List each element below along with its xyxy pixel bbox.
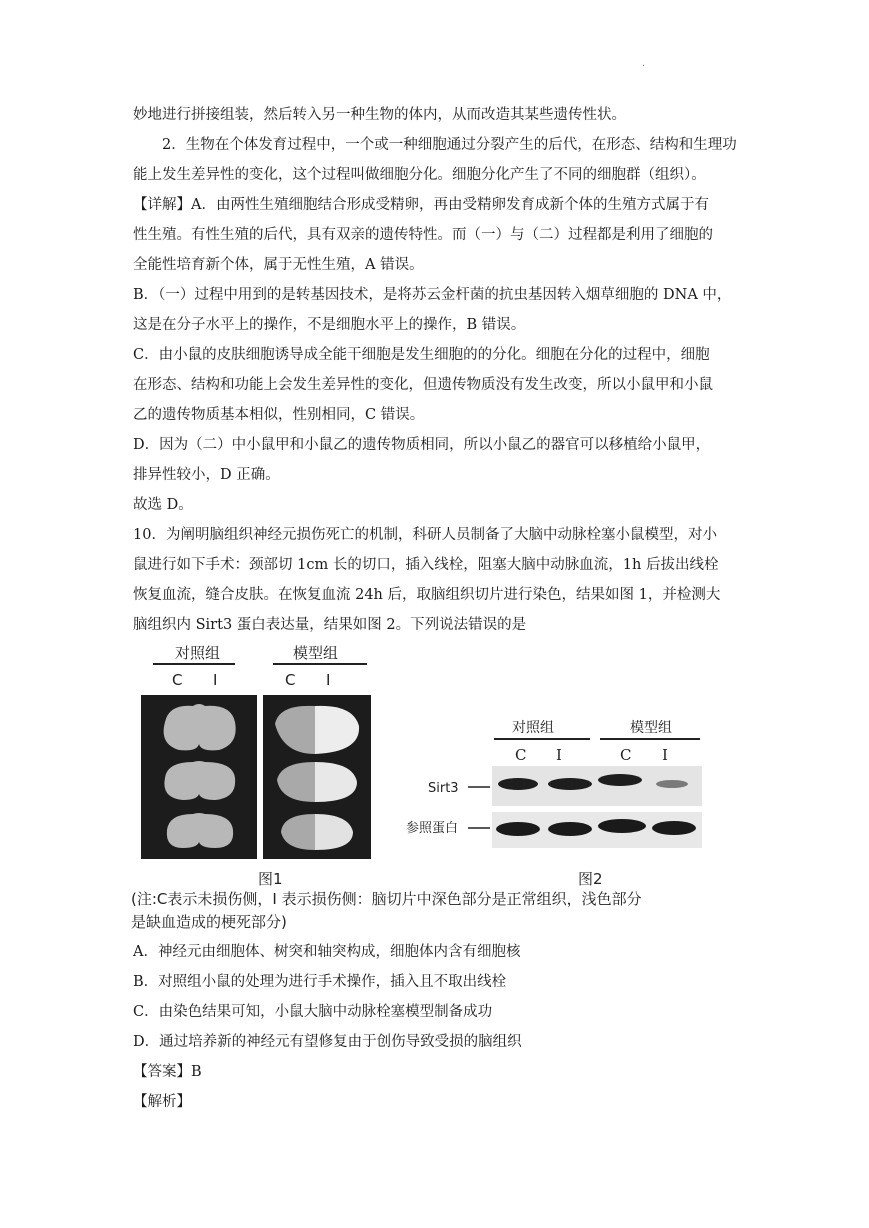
band-sirt3-control-c [498, 778, 538, 790]
figure-2-label-model: 模型组 [630, 720, 672, 736]
figure-1 [135, 640, 385, 890]
figure-2-col-i-model: I [662, 746, 668, 764]
option-d: D．通过培养新的神经元有望修复由于创伤导致受损的脑组织 [133, 1034, 522, 1050]
band-sirt3-control-i [548, 778, 592, 790]
answer-line: 【答案】B [133, 1064, 202, 1080]
figure-2-row-sirt3: Sirt3 [428, 781, 459, 796]
figure-1-col-i-control: I [213, 671, 218, 689]
text-line: B．（一）过程中用到的是转基因技术，是将苏云金杆菌的抗虫基因转入烟草细胞的 DNA 中， [133, 287, 732, 303]
paragraph-intro-tail [133, 100, 743, 130]
text-line: 2．生物在个体发育过程中，一个或一种细胞通过分裂产生的后代，在形态、结构和生理功 [162, 137, 737, 153]
text-line: 恢复血流，缝合皮肤。在恢复血流 24h 后，取脑组织切片进行染色，结果如图 1，并检测大 [133, 587, 721, 603]
paragraph-cell-differentiation [133, 130, 743, 190]
text-line: 全能性培育新个体，属于无性生殖，A 错误。 [133, 257, 424, 273]
figure-1-col-c-control: C [172, 671, 183, 689]
figure-1-caption: 图1 [258, 870, 283, 888]
figure-1-col-c-model: C [285, 671, 296, 689]
band-ref-model-c [598, 819, 646, 833]
figure-1-label-control: 对照组 [175, 644, 221, 662]
figure-2-col-c-control: C [515, 746, 527, 764]
figure-2-label-control: 对照组 [512, 720, 554, 736]
band-ref-control-c [496, 822, 540, 836]
text-line: D．因为（二）中小鼠甲和小鼠乙的遗传物质相同，所以小鼠乙的器官可以移植给小鼠甲， [133, 437, 711, 453]
figure-1-control-slices [164, 704, 236, 848]
figure-2 [400, 712, 710, 857]
text-line: 性生殖。有性生殖的后代，具有双亲的遗传特性。而（一）与（二）过程都是利用了细胞的 [133, 227, 713, 243]
figure-note-line-1: (注:C表示未损伤侧，I 表示损伤侧：脑切片中深色部分是正常组织，浅色部分 [131, 890, 642, 908]
header-mark: . [642, 58, 646, 69]
text-line: 故选 D。 [133, 497, 193, 513]
option-c: C．由染色结果可知，小鼠大脑中动脉栓塞模型制备成功 [133, 1004, 493, 1020]
figure-1-model-slices [275, 706, 359, 850]
figure-2-col-c-model: C [620, 746, 632, 764]
paragraph-detail-a [133, 190, 743, 280]
text-line: 脑组织内 Sirt3 蛋白表达量，结果如图 2。下列说法错误的是 [133, 617, 527, 633]
figure-note [131, 888, 751, 934]
text-line: 10．为阐明脑组织神经元损伤死亡的机制，科研人员制备了大脑中动脉栓塞小鼠模型，对小 [133, 527, 717, 543]
option-b: B．对照组小鼠的处理为进行手术操作，插入且不取出线栓 [133, 974, 507, 990]
figure-2-col-i-control: I [556, 746, 562, 764]
figure-note-line-2: 是缺血造成的梗死部分) [131, 913, 287, 931]
text-line: 妙地进行拼接组装，然后转入另一种生物的体内，从而改造其某些遗传性状。 [133, 107, 626, 123]
brain-slice [164, 761, 235, 800]
paragraph-detail-c [133, 340, 743, 430]
paragraph-choice [133, 490, 743, 520]
text-line: C．由小鼠的皮肤细胞诱导成全能干细胞是发生细胞的的分化。细胞在分化的过程中，细胞 [133, 347, 710, 363]
answer-options [133, 937, 522, 1117]
band-sirt3-model-c [598, 774, 642, 786]
figure-1-col-i-model: I [326, 671, 331, 689]
paragraph-question-10 [133, 520, 743, 640]
text-line: 排异性较小，D 正确。 [133, 467, 280, 483]
brain-slice [164, 704, 236, 750]
text-line: 鼠进行如下手术：颈部切 1cm 长的切口，插入线栓，阻塞大脑中动脉血流，1h 后拔出线栓 [133, 557, 719, 573]
text-line: 在形态、结构和功能上会发生差异性的变化，但遗传物质没有发生改变，所以小鼠甲和小鼠 [133, 377, 713, 393]
figure-1-label-model: 模型组 [293, 644, 339, 662]
paragraph-detail-b [133, 280, 743, 340]
band-sirt3-model-i [656, 780, 688, 788]
paragraph-detail-d [133, 430, 743, 490]
text-line: 【详解】A．由两性生殖细胞结合形成受精卵，再由受精卵发育成新个体的生殖方式属于有 [133, 197, 709, 213]
text-line: 这是在分子水平上的操作，不是细胞水平上的操作，B 错误。 [133, 317, 526, 333]
analysis-heading: 【解析】 [133, 1094, 191, 1110]
option-a: A．神经元由细胞体、树突和轴突构成，细胞体内含有细胞核 [133, 944, 521, 960]
brain-slice [167, 813, 233, 848]
text-line: 乙的遗传物质基本相似，性别相同，C 错误。 [133, 407, 425, 423]
text-line: 能上发生差异性的变化，这个过程叫做细胞分化。细胞分化产生了不同的细胞群（组织）。 [133, 167, 706, 183]
figure-2-caption: 图2 [578, 870, 603, 888]
figure-1-image [135, 640, 385, 890]
figure-2-row-ref: 参照蛋白 [406, 821, 459, 836]
figure-2-image [400, 712, 710, 857]
band-ref-model-i [652, 821, 696, 835]
band-ref-control-i [548, 822, 592, 836]
